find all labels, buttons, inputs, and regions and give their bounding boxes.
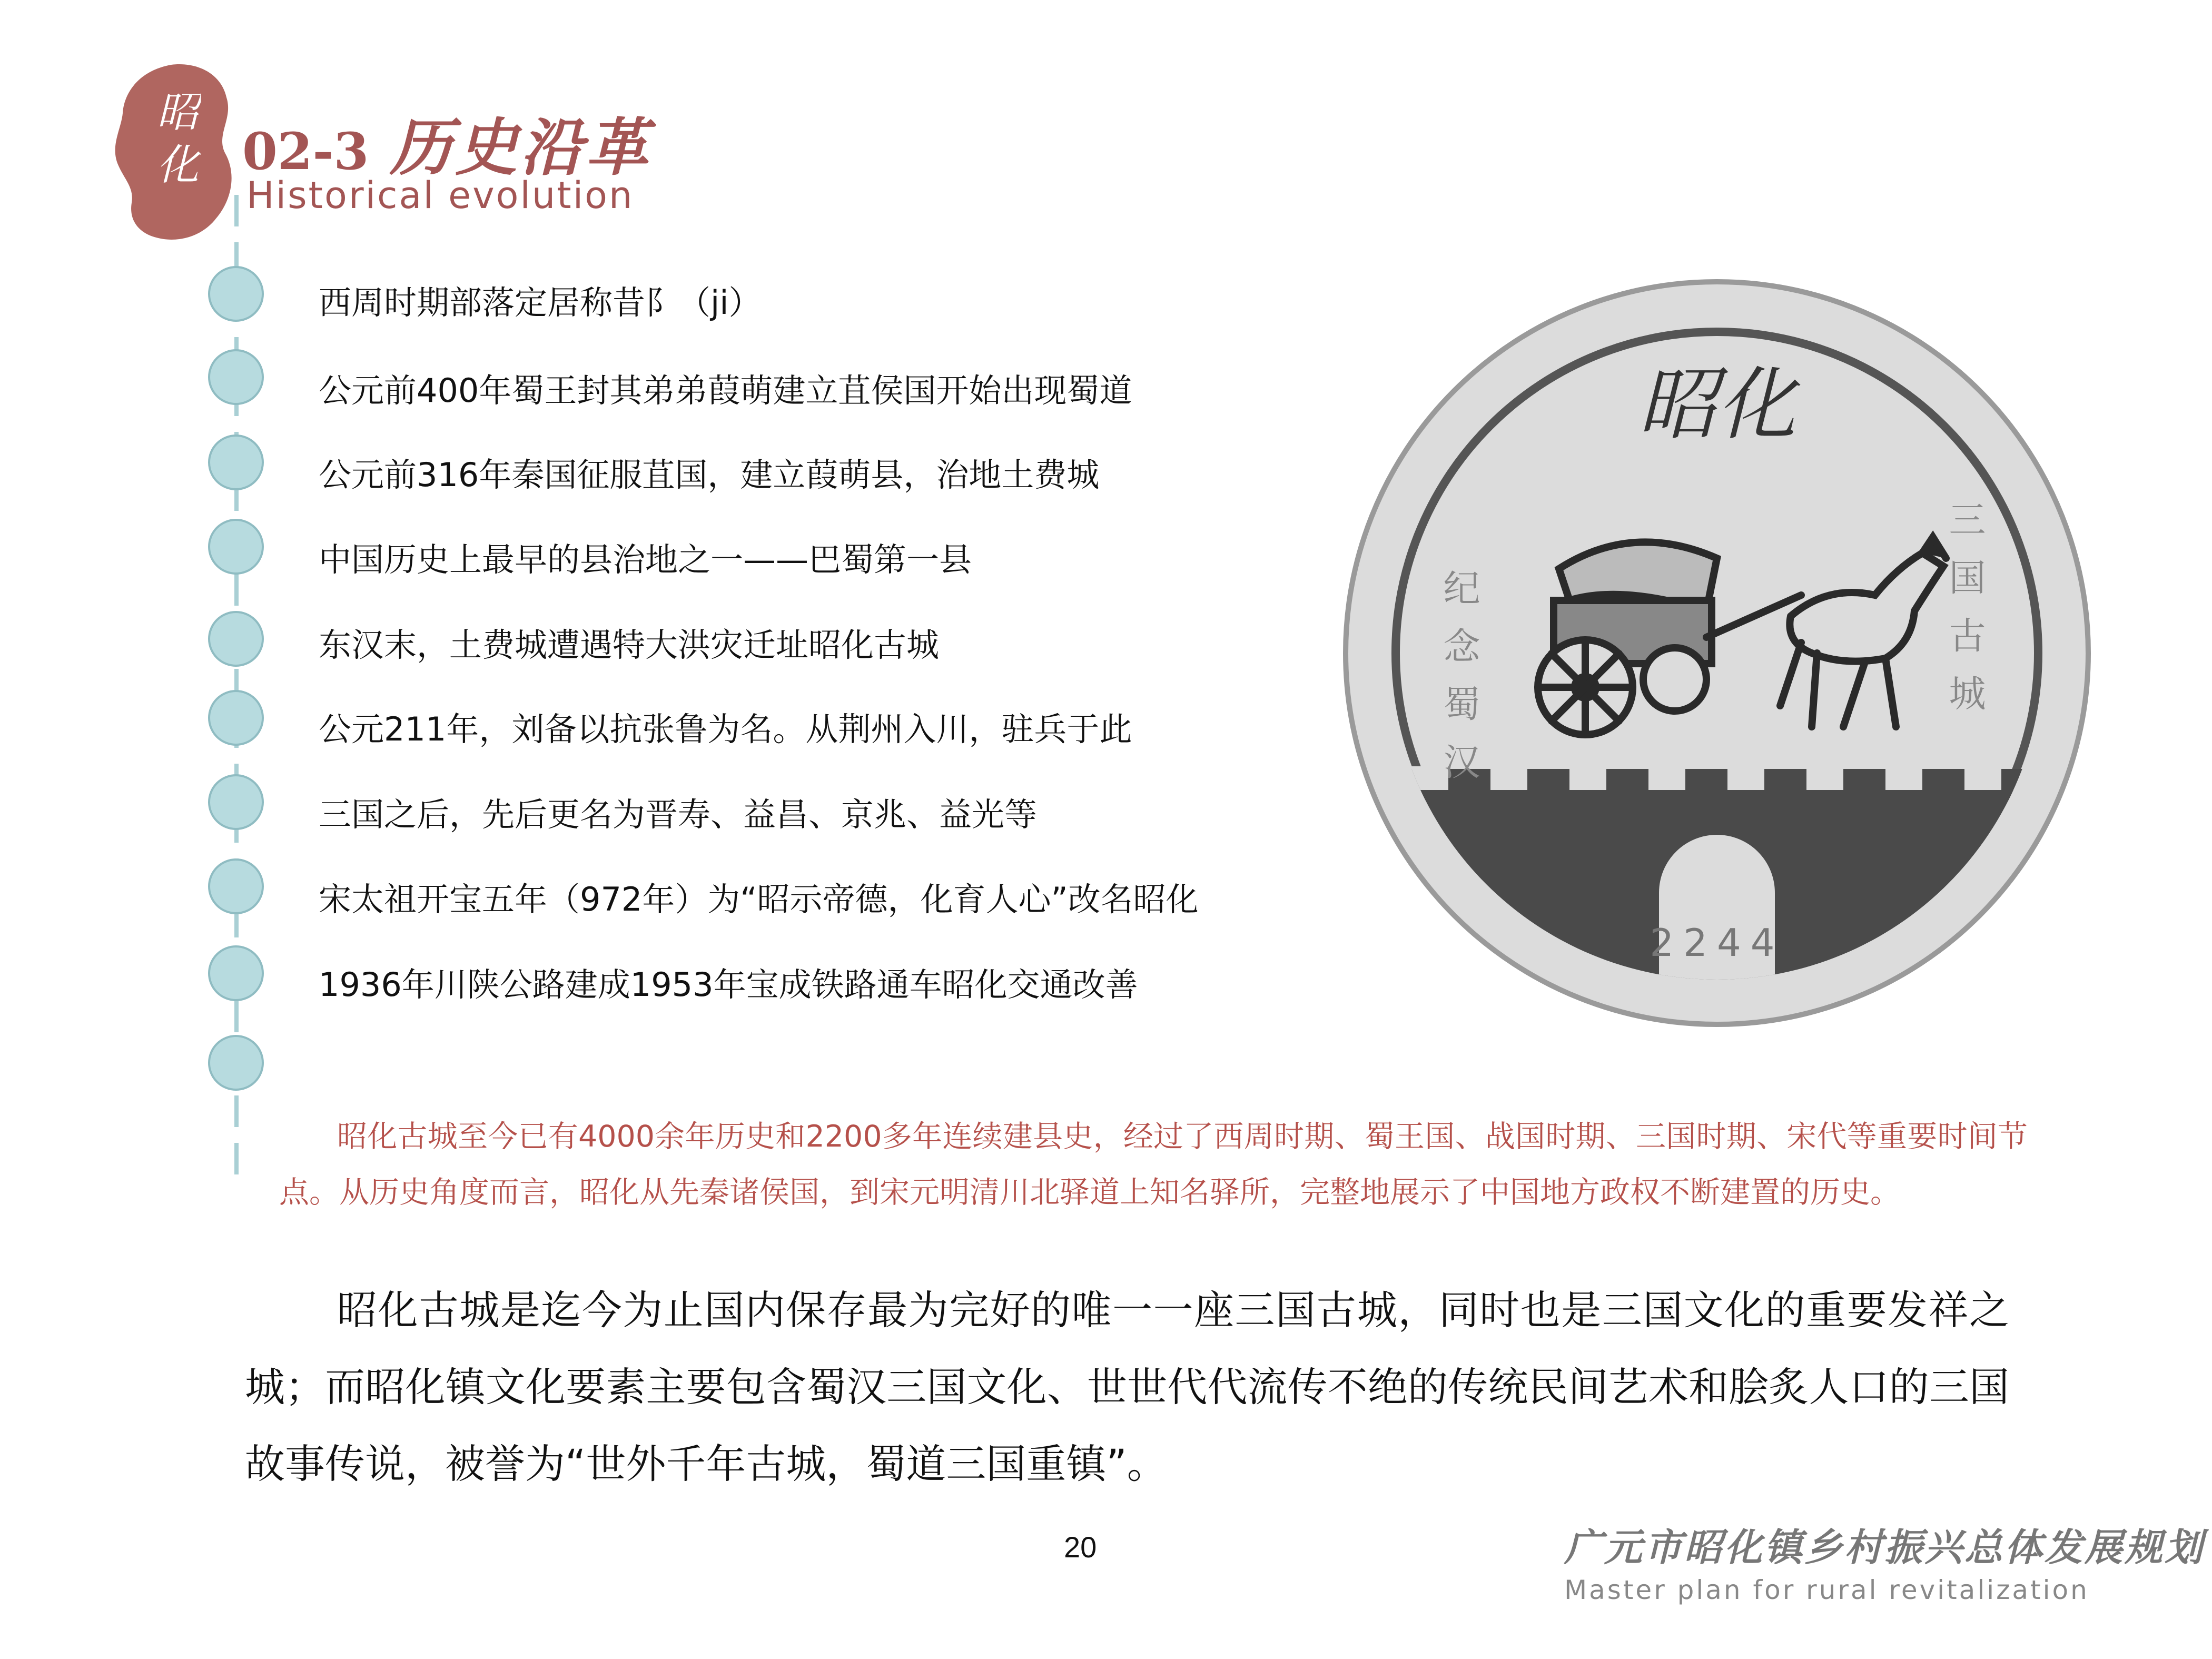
summary-paragraph: 昭化古城至今已有4000余年历史和2200多年连续建县史，经过了西周时期、蜀王国、战国时期、三国时期、宋代等重要时间节点。从历史角度而言，昭化从先秦诸侯国，到宋元明清川北驿道上知名驿所，完整地展示了中国地方政权不断建置的历史。 (279, 1119, 2028, 1210)
timeline-dot (208, 611, 264, 667)
footer-title: 广元市昭化镇乡村振兴总体发展规划 (1564, 1525, 2205, 1569)
timeline-dot (208, 1035, 264, 1091)
timeline-event: 三国之后，先后更名为晋寿、益昌、京兆、益光等 (319, 795, 1038, 834)
main-paragraph: 昭化古城是迄今为止国内保存最为完好的唯一一座三国古城，同时也是三国文化的重要发祥之城；而昭化镇文化要素主要包含蜀汉三国文化、世世代代流传不绝的传统民间艺术和脍炙人口的三国故事传说，被誉为“世外千年古城，蜀道三国重镇”。 (245, 1287, 2009, 1487)
page-number: 20 (1064, 1530, 1097, 1564)
timeline-event: 公元前400年蜀王封其弟弟葭萌建立苴侯国开始出现蜀道 (319, 371, 1132, 410)
commemorative-stamp (1338, 274, 2096, 1032)
timeline-dot (208, 519, 264, 575)
timeline-event: 西周时期部落定居称昔阝（ji） (319, 283, 762, 322)
timeline-dot (208, 774, 264, 830)
section-title (242, 97, 651, 184)
timeline-dot (208, 434, 264, 490)
stamp-right-arc: 三国古城 (1943, 500, 1986, 732)
stamp-left-arc: 纪念蜀汉 (1437, 569, 1480, 801)
stamp-top-text: 昭化 (1637, 359, 1796, 451)
page-title: 历史沿革 (390, 111, 651, 184)
timeline-event: 中国历史上最早的县治地之一——巴蜀第一县 (319, 540, 972, 579)
timeline-event: 1936年川陕公路建成1953年宝成铁路通车昭化交通改善 (319, 965, 1138, 1004)
timeline-event: 东汉末，土费城遭遇特大洪灾迁址昭化古城 (319, 626, 940, 664)
section-number: 02-3 (242, 122, 369, 181)
footer-subtitle: Master plan for rural revitalization (1564, 1575, 2089, 1605)
stamp-number: 2244 (1650, 921, 1784, 965)
timeline-dot (208, 945, 264, 1001)
timeline-event: 公元前316年秦国征服苴国，建立葭萌县，治地土费城 (319, 456, 1100, 494)
badge-text: 昭化 (150, 90, 199, 195)
timeline-event: 宋太祖开宝五年（972年）为“昭示帝德，化育人心”改名昭化 (319, 880, 1199, 919)
page-subtitle: Historical evolution (246, 174, 634, 217)
timeline-dot (208, 690, 264, 746)
timeline-dot (208, 349, 264, 405)
timeline-dot (208, 266, 264, 322)
timeline-event: 公元211年，刘备以抗张鲁为名。从荆州入川，驻兵于此 (319, 710, 1132, 748)
timeline-dot (208, 858, 264, 914)
